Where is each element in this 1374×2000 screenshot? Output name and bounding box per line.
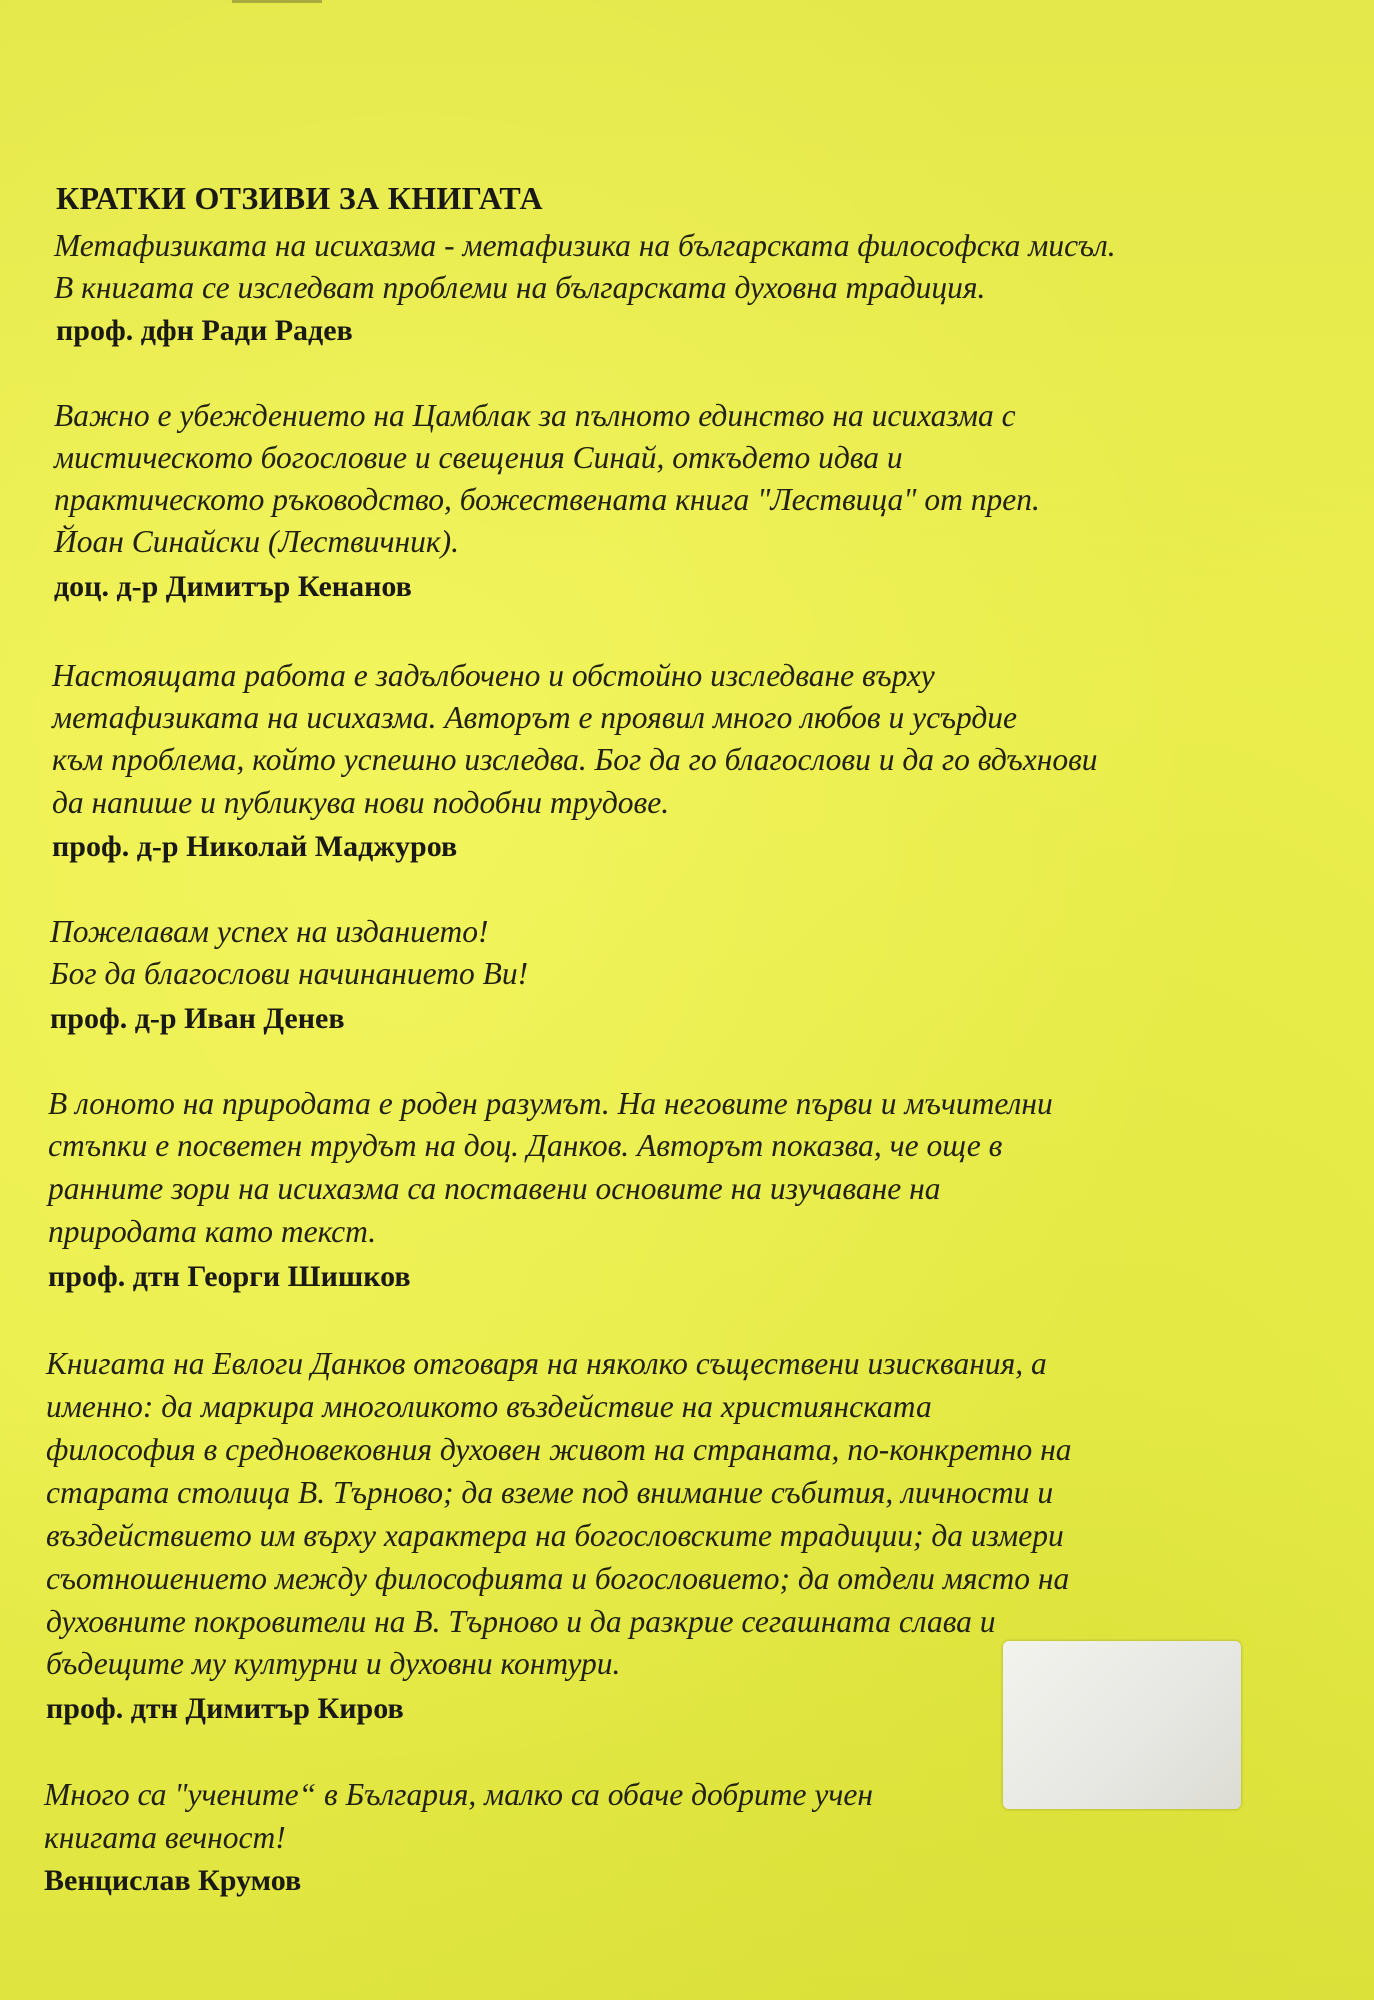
review-7-line-1: Много са "учените“ в България, малко са обаче добрите учен — [44, 1777, 873, 1812]
review-5-line-2: стъпки е посветен трудът на доц. Данков. Авторът показва, че още в — [48, 1128, 1003, 1163]
review-3-line-3: към проблема, който успешно изследва. Бог да го благослови и да го вдъхнови — [52, 742, 1098, 777]
review-1-line-1: Метафизиката на исихазма - метафизика на българската философска мисъл. — [54, 228, 1116, 263]
review-7-line-2: книгата вечност! — [44, 1820, 286, 1855]
review-2-line-2: мистическото богословие и свещения Синай, откъдето идва и — [54, 440, 903, 475]
review-1-author: проф. дфн Ради Радев — [56, 314, 353, 347]
review-1-line-2: В книгата се изследват проблеми на българската духовна традиция. — [54, 270, 986, 305]
review-7-author: Венцислав Крумов — [44, 1864, 302, 1897]
review-3-line-2: метафизиката на исихазма. Авторът е проявил много любов и усърдие — [52, 700, 1017, 735]
review-4-line-1: Пожелавам успех на изданието! — [50, 914, 489, 949]
review-2-author: доц. д-р Димитър Кенанов — [54, 570, 412, 603]
review-6-author: проф. дтн Димитър Киров — [46, 1692, 404, 1725]
reviews-heading: КРАТКИ ОТЗИВИ ЗА КНИГАТА — [56, 180, 543, 216]
price-sticker — [1003, 1641, 1241, 1809]
review-2-line-3: практическото ръководство, божествената книга "Лествица" от преп. — [54, 482, 1040, 517]
review-5-line-1: В лоното на природата е роден разумът. На неговите първи и мъчителни — [48, 1086, 1053, 1121]
review-2-line-1: Важно е убеждението на Цамблак за пълното единство на исихазма с — [54, 398, 1016, 433]
review-3-author: проф. д-р Николай Маджуров — [52, 830, 458, 863]
review-6-line-6: съотношението между философията и богословието; да отдели място на — [46, 1561, 1070, 1596]
review-6-line-5: въздействието им върху характера на богословските традиции; да измери — [46, 1518, 1064, 1553]
review-6-line-3: философия в средновековния духовен живот на страната, по-конкретно на — [46, 1432, 1072, 1467]
review-6-line-1: Книгата на Евлоги Данков отговаря на няколко съществени изисквания, а — [46, 1346, 1047, 1381]
review-3-line-1: Настоящата работа е задълбочено и обстойно изследване върху — [52, 658, 935, 693]
review-6-line-2: именно: да маркира многоликото въздействие на християнската — [46, 1389, 932, 1424]
review-6-line-8: бъдещите му културни и духовни контури. — [46, 1646, 621, 1681]
review-5-line-4: природата като текст. — [48, 1214, 377, 1249]
review-6-line-4: старата столица В. Търново; да вземе под внимание събития, личности и — [46, 1475, 1054, 1510]
review-5-line-3: ранните зори на исихазма са поставени основите на изучаване на — [48, 1171, 941, 1206]
review-4-line-2: Бог да благослови начинанието Ви! — [50, 956, 529, 991]
review-3-line-4: да напише и публикува нови подобни трудове. — [52, 785, 670, 820]
review-4-author: проф. д-р Иван Денев — [50, 1002, 345, 1035]
review-5-author: проф. дтн Георги Шишков — [48, 1260, 411, 1293]
review-6-line-7: духовните покровители на В. Търново и да разкрие сегашната слава и — [46, 1604, 996, 1639]
review-2-line-4: Йоан Синайски (Лествичник). — [54, 524, 460, 559]
